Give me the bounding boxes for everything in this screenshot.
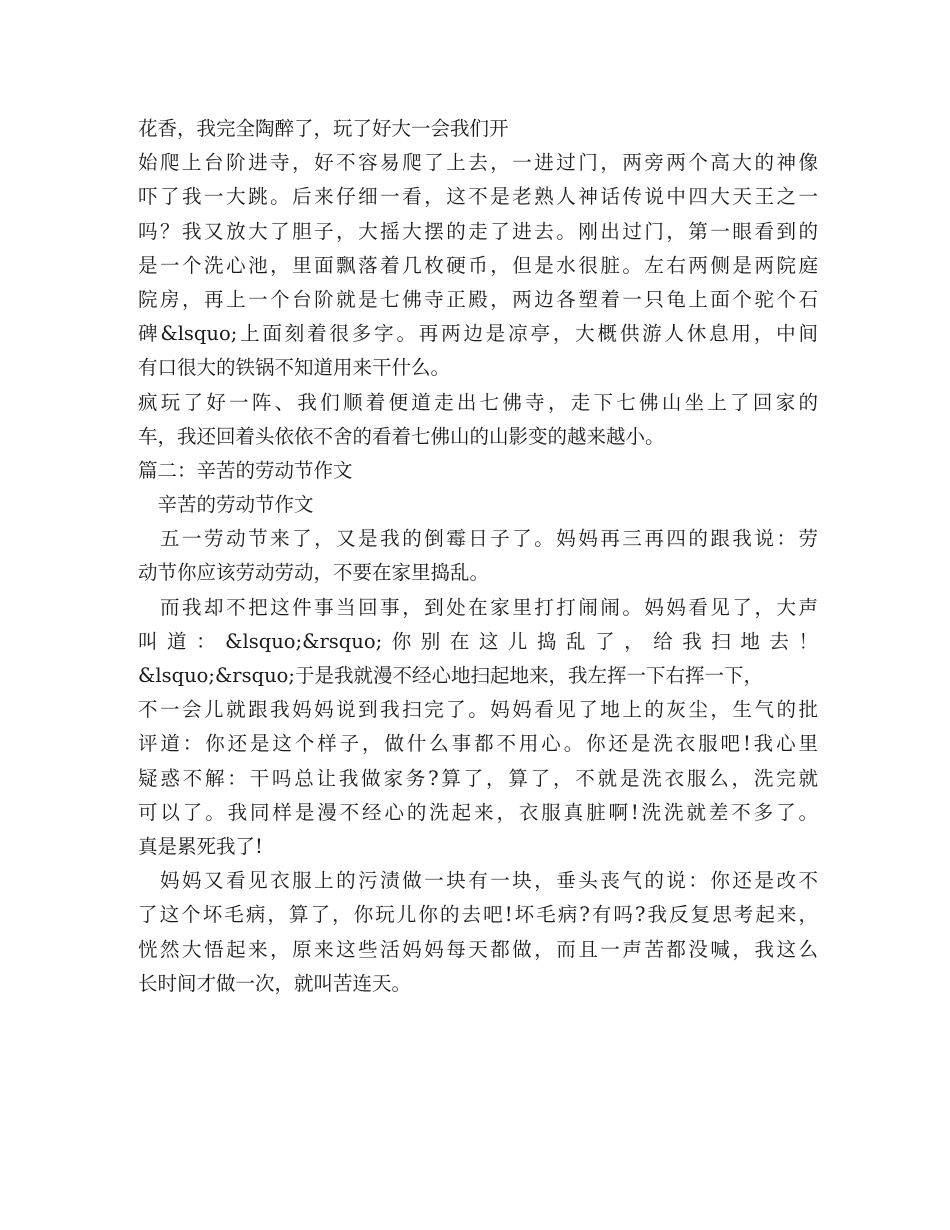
text-line: 五一劳动节来了，又是我的倒霉日子了。妈妈再三再四的跟我说：劳 (138, 527, 818, 551)
text-line: 动节你应该劳动劳动，不要在家里捣乱。 (138, 561, 490, 585)
text-line: 有口很大的铁锅不知道用来干什么。 (138, 356, 451, 380)
text-line: 疑惑不解：干吗总让我做家务?算了，算了，不就是洗衣服么，洗完就 (138, 766, 818, 790)
text-line: 真是累死我了! (138, 834, 263, 858)
text-line: 了这个坏毛病，算了，你玩儿你的去吧!坏毛病?有吗?我反复思考起来， (138, 903, 818, 927)
text-line: 始爬上台阶进寺，好不容易爬了上去，一进过门，两旁两个高大的神像 (138, 151, 818, 175)
text-line: 吓了我一大跳。后来仔细一看，这不是老熟人神话传说中四大天王之一 (138, 185, 818, 209)
text-line: 吗？我又放大了胆子，大摇大摆的走了进去。刚出过门，第一眼看到的 (138, 219, 818, 243)
text-line: 花香，我完全陶醉了，玩了好大一会我们开 (138, 117, 509, 140)
text-line: 疯玩了好一阵、我们顺着便道走出七佛寺，走下七佛山坐上了回家的 (138, 390, 818, 414)
text-line: 碑&lsquo;上面刻着很多字。再两边是凉亭，大概供游人休息用，中间 (138, 322, 818, 346)
text-line: 长时间才做一次，就叫苦连天。 (138, 971, 412, 995)
text-line: 车，我还回着头依依不舍的看着七佛山的山影变的越来越小。 (138, 424, 665, 448)
document-body (138, 112, 818, 1001)
text-line: 不一会儿就跟我妈妈说到我扫完了。妈妈看见了地上的灰尘，生气的批 (138, 698, 818, 722)
text-line: 恍然大悟起来，原来这些活妈妈每天都做，而且一声苦都没喊，我这么 (138, 937, 818, 961)
section-heading: 篇二：辛苦的劳动节作文 (138, 458, 353, 482)
text-line: 妈妈又看见衣服上的污渍做一块有一块，垂头丧气的说：你还是改不 (138, 869, 818, 893)
essay-title: 辛苦的劳动节作文 (138, 493, 314, 517)
text-line: 院房，再上一个台阶就是七佛寺正殿，两边各塑着一只龟上面个驼个石 (138, 287, 818, 311)
text-line: &lsquo;&rsquo;于是我就漫不经心地扫起地来，我左挥一下右挥一下， (138, 664, 763, 687)
text-line: 叫道：&lsquo;&rsquo;你别在这儿捣乱了，给我扫地去！ (138, 629, 818, 653)
text-line: 而我却不把这件事当回事，到处在家里打打闹闹。妈妈看见了，大声 (138, 595, 818, 619)
text-line: 是一个洗心池，里面飘落着几枚硬币，但是水很脏。左右两侧是两院庭 (138, 253, 818, 277)
text-line: 评道：你还是这个样子，做什么事都不用心。你还是洗衣服吧!我心里 (138, 732, 818, 756)
text-line: 可以了。我同样是漫不经心的洗起来，衣服真脏啊!洗洗就差不多了。 (138, 800, 818, 824)
